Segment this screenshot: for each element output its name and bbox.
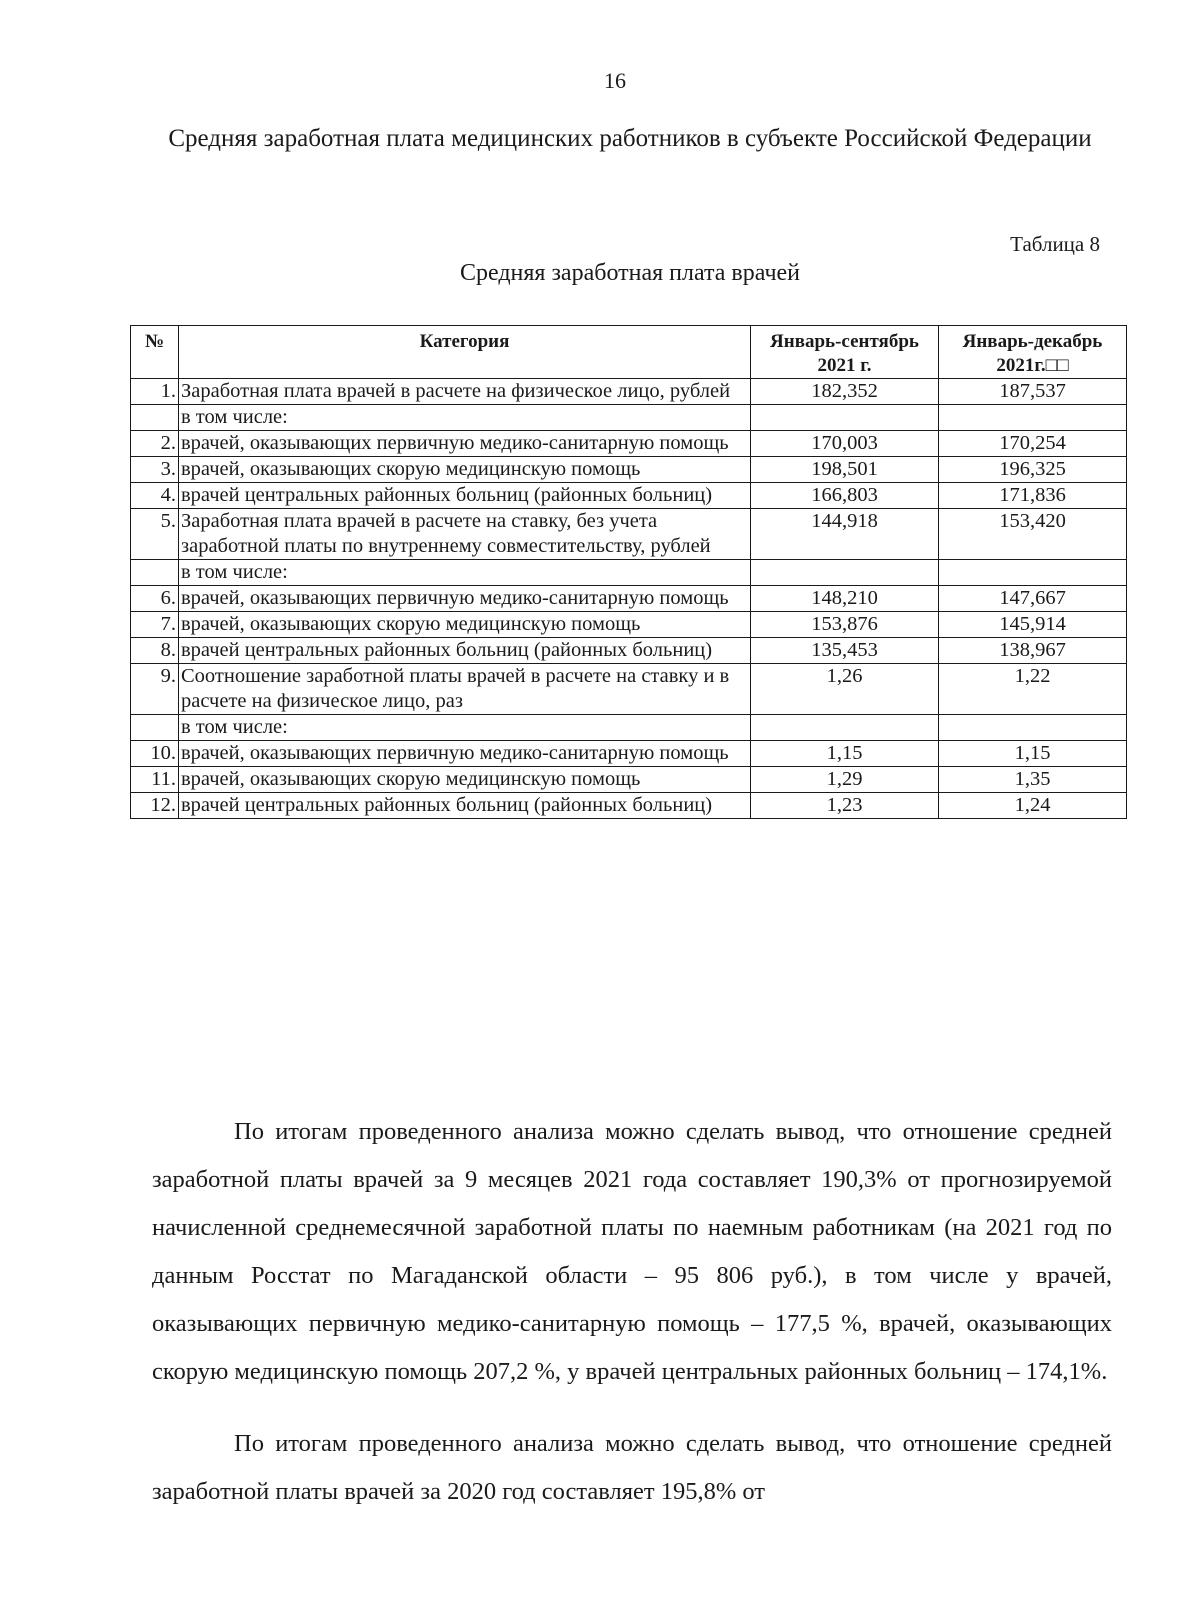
row-number: 11. bbox=[131, 767, 179, 793]
row-value-jan-sep: 166,803 bbox=[751, 483, 939, 509]
table-row bbox=[131, 612, 1127, 638]
row-category: врачей, оказывающих первичную медико-санитарную помощь bbox=[179, 431, 751, 457]
header-number: № bbox=[131, 326, 179, 379]
row-value-jan-dec: 1,24 bbox=[939, 793, 1127, 819]
table-row bbox=[131, 638, 1127, 664]
row-value-jan-dec: 187,537 bbox=[939, 379, 1127, 405]
analysis-paragraph-1: По итогам проведенного анализа можно сделать вывод, что отношение средней заработной платы врачей за 9 месяцев 2021 года составляет 190,3% от прогнозируемой начисленной среднемесячной заработной платы по наемным работникам (на 2021 год по данным Росстат по Магаданской области – 95 806 руб.), в том числе у врачей, оказывающих первичную медико-санитарную помощь – 177,5 %, врачей, оказывающих скорую медицинскую помощь 207,2 %, у врачей центральных районных больниц – 174,1%. bbox=[152, 1117, 1112, 1385]
row-category: врачей центральных районных больниц (районных больниц) bbox=[179, 793, 751, 819]
row-value-jan-sep: 135,453 bbox=[751, 638, 939, 664]
row-value-jan-dec: 138,967 bbox=[939, 638, 1127, 664]
table-row bbox=[131, 586, 1127, 612]
row-category: в том числе: bbox=[179, 560, 751, 586]
row-category: в том числе: bbox=[179, 405, 751, 431]
page-number: 16 bbox=[604, 68, 626, 93]
row-number bbox=[131, 405, 179, 431]
row-number bbox=[131, 715, 179, 741]
row-value-jan-dec bbox=[939, 715, 1127, 741]
row-number: 6. bbox=[131, 586, 179, 612]
analysis-paragraph-2: По итогам проведенного анализа можно сделать вывод, что отношение средней заработной платы врачей за 2020 год составляет 195,8% от bbox=[152, 1429, 1112, 1505]
row-value-jan-sep: 144,918 bbox=[751, 509, 939, 560]
row-number: 5. bbox=[131, 509, 179, 560]
row-number: 3. bbox=[131, 457, 179, 483]
row-value-jan-sep: 198,501 bbox=[751, 457, 939, 483]
table-row bbox=[131, 715, 1127, 741]
table-row bbox=[131, 509, 1127, 560]
row-number: 1. bbox=[131, 379, 179, 405]
table-row bbox=[131, 741, 1127, 767]
table-row bbox=[131, 664, 1127, 715]
table-caption: Средняя заработная плата врачей bbox=[459, 260, 801, 286]
row-value-jan-sep: 1,29 bbox=[751, 767, 939, 793]
row-value-jan-dec: 171,836 bbox=[939, 483, 1127, 509]
row-number: 2. bbox=[131, 431, 179, 457]
document-title: Средняя заработная плата медицинских работников в субъекте Российской Федерации bbox=[168, 125, 1092, 152]
row-category: врачей, оказывающих скорую медицинскую помощь bbox=[179, 767, 751, 793]
row-value-jan-sep: 148,210 bbox=[751, 586, 939, 612]
row-value-jan-dec bbox=[939, 560, 1127, 586]
row-value-jan-dec: 170,254 bbox=[939, 431, 1127, 457]
row-value-jan-dec: 147,667 bbox=[939, 586, 1127, 612]
table-body bbox=[131, 379, 1127, 819]
row-value-jan-dec: 153,420 bbox=[939, 509, 1127, 560]
row-value-jan-dec: 1,35 bbox=[939, 767, 1127, 793]
row-value-jan-sep: 1,26 bbox=[751, 664, 939, 715]
row-number: 12. bbox=[131, 793, 179, 819]
row-value-jan-sep: 153,876 bbox=[751, 612, 939, 638]
table-row bbox=[131, 560, 1127, 586]
row-number bbox=[131, 560, 179, 586]
row-value-jan-dec: 1,15 bbox=[939, 741, 1127, 767]
row-number: 7. bbox=[131, 612, 179, 638]
table-row bbox=[131, 457, 1127, 483]
row-number: 10. bbox=[131, 741, 179, 767]
row-category: врачей, оказывающих скорую медицинскую помощь bbox=[179, 457, 751, 483]
table-row bbox=[131, 793, 1127, 819]
table-label: Таблица 8 bbox=[1010, 232, 1100, 256]
row-category: врачей, оказывающих скорую медицинскую помощь bbox=[179, 612, 751, 638]
table-row bbox=[131, 767, 1127, 793]
salary-table bbox=[130, 325, 1127, 819]
row-value-jan-sep: 182,352 bbox=[751, 379, 939, 405]
table-row bbox=[131, 405, 1127, 431]
header-jan-dec-2021: Январь-декабрь 2021г.□□ bbox=[939, 326, 1127, 379]
row-number: 9. bbox=[131, 664, 179, 715]
table-row bbox=[131, 379, 1127, 405]
row-value-jan-dec: 196,325 bbox=[939, 457, 1127, 483]
row-value-jan-sep bbox=[751, 560, 939, 586]
row-value-jan-sep: 1,15 bbox=[751, 741, 939, 767]
row-value-jan-sep: 170,003 bbox=[751, 431, 939, 457]
table-row bbox=[131, 483, 1127, 509]
table-row bbox=[131, 431, 1127, 457]
header-jan-sep-2021: Январь-сентябрь 2021 г. bbox=[751, 326, 939, 379]
row-category: Заработная плата врачей в расчете на ставку, без учета заработной платы по внутреннему совместительству, рублей bbox=[179, 509, 751, 560]
row-category: врачей, оказывающих первичную медико-санитарную помощь bbox=[179, 741, 751, 767]
row-category: врачей, оказывающих первичную медико-санитарную помощь bbox=[179, 586, 751, 612]
row-value-jan-sep bbox=[751, 405, 939, 431]
row-category: врачей центральных районных больниц (районных больниц) bbox=[179, 638, 751, 664]
row-value-jan-sep bbox=[751, 715, 939, 741]
row-category: Заработная плата врачей в расчете на физическое лицо, рублей bbox=[179, 379, 751, 405]
row-category: в том числе: bbox=[179, 715, 751, 741]
row-value-jan-dec: 145,914 bbox=[939, 612, 1127, 638]
row-category: Соотношение заработной платы врачей в расчете на ставку и в расчете на физическое лицо, раз bbox=[179, 664, 751, 715]
row-value-jan-dec: 1,22 bbox=[939, 664, 1127, 715]
header-category: Категория bbox=[179, 326, 751, 379]
row-value-jan-sep: 1,23 bbox=[751, 793, 939, 819]
row-value-jan-dec bbox=[939, 405, 1127, 431]
row-category: врачей центральных районных больниц (районных больниц) bbox=[179, 483, 751, 509]
table-header-row bbox=[131, 326, 1127, 379]
row-number: 8. bbox=[131, 638, 179, 664]
row-number: 4. bbox=[131, 483, 179, 509]
